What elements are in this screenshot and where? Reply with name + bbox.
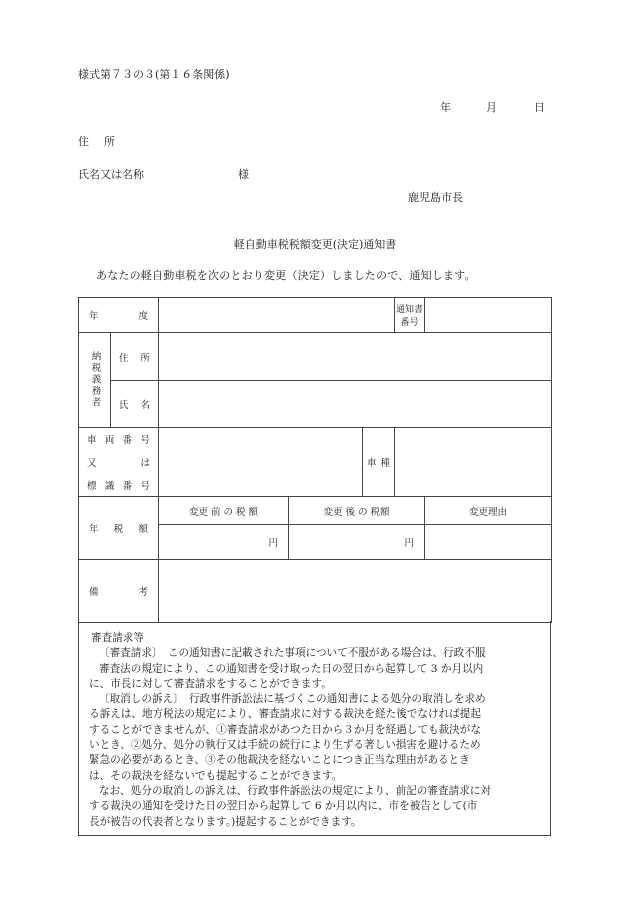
name-value-cell bbox=[159, 381, 552, 428]
before-tax-value: 円 bbox=[159, 525, 289, 560]
notes-line: る訴えは、地方税法の規定により、審査請求に対する裁決を経た後でなければ提起 bbox=[89, 708, 481, 721]
row-vehicle bbox=[79, 428, 552, 497]
after-tax-value: 円 bbox=[289, 525, 425, 560]
annual-tax-label-cell: 年 税 額 bbox=[79, 497, 159, 560]
notes-line: 〔取消しの訴え〕 行政事件訴訟法に基づくこの通知書による処分の取消しを求め bbox=[99, 693, 486, 706]
year-label-cell: 年 度 bbox=[79, 298, 159, 333]
change-reason-label: 変更理由 bbox=[425, 497, 552, 525]
row-address bbox=[79, 333, 552, 381]
appeal-notes-box bbox=[78, 621, 551, 836]
document-title: 軽自動車税税額変更(決定)通知書 bbox=[233, 238, 397, 251]
vehicle-number-value-cell bbox=[159, 428, 363, 497]
notes-line: いとき、②処分、処分の執行又は手続の続行により生ずる著しい損害を避けるため bbox=[89, 739, 481, 752]
notes-line: 長が被告の代表者となります。)提起することができます。 bbox=[89, 815, 362, 828]
notes-line: することができませんが、①審査請求があつた日から３か月を経過しても裁決がな bbox=[89, 723, 481, 736]
year-value-cell bbox=[159, 298, 395, 333]
remarks-value-cell bbox=[159, 560, 552, 623]
address-label-cell: 住 所 bbox=[111, 333, 159, 381]
taxpayer-label-cell: 納税義務者 bbox=[79, 333, 111, 428]
notes-line: は、その裁決を経ないでも提起することができます。 bbox=[89, 769, 343, 782]
recipient-address-label: 住 所 bbox=[78, 135, 117, 148]
notes-line: 審査法の規定により、この通知書を受け取った日の翌日から起算して 3 か月以内 bbox=[99, 662, 484, 675]
recipient-name-label: 氏名又は名称 bbox=[78, 168, 144, 181]
vehicle-type-value-cell bbox=[395, 428, 552, 497]
vehicle-type-label-cell: 車 種 bbox=[363, 428, 395, 497]
notes-line: なお、処分の取消しの訴えは、行政事件訴訟法の規定により、前記の審査請求に対 bbox=[99, 784, 491, 797]
row-year bbox=[79, 298, 552, 333]
notice-number-value bbox=[425, 298, 552, 333]
row-remarks bbox=[79, 560, 552, 623]
before-tax-label: 変更 前 の 税 額 bbox=[159, 497, 289, 525]
row-tax-header bbox=[79, 497, 552, 525]
address-value-cell bbox=[159, 333, 552, 381]
notes-line: する裁決の通知を受けた日の翌日から起算して 6 か月以内に、市を被告として(市 bbox=[89, 800, 478, 813]
notes-line: 〔審査請求〕 この通知書に記載された事項について不服がある場合は、行政不服 bbox=[99, 647, 486, 660]
form-reference: 様式第７３の３(第１６条関係) bbox=[78, 68, 230, 81]
notice-number-label: 通知書番号 bbox=[395, 298, 425, 333]
intro-text: あなたの軽自動車税を次のとおり変更（決定）しましたので、通知します。 bbox=[96, 269, 476, 282]
issuer-mayor: 鹿児島市長 bbox=[408, 191, 463, 204]
notes-heading: 審査請求等 bbox=[91, 632, 144, 644]
notes-line: 緊急の必要があるとき、③その他裁決を経ないことにつき正当な理由があるとき bbox=[89, 754, 470, 767]
date-month-label: 月 bbox=[486, 101, 497, 114]
notes-line: に、市長に対して審査請求をすることができます。 bbox=[89, 677, 332, 690]
tax-notice-table bbox=[78, 297, 552, 623]
after-tax-label: 変更 後 の 税額 bbox=[289, 497, 425, 525]
vehicle-number-label-cell: 車 両 番 号 又 は 標 識 番 号 bbox=[79, 428, 159, 497]
remarks-label-cell: 備 考 bbox=[79, 560, 159, 623]
honorific-sama: 様 bbox=[238, 168, 249, 181]
row-name bbox=[79, 381, 552, 428]
change-reason-value bbox=[425, 525, 552, 560]
name-label-cell: 氏 名 bbox=[111, 381, 159, 428]
date-day-label: 日 bbox=[534, 101, 545, 114]
date-year-label: 年 bbox=[440, 101, 451, 114]
